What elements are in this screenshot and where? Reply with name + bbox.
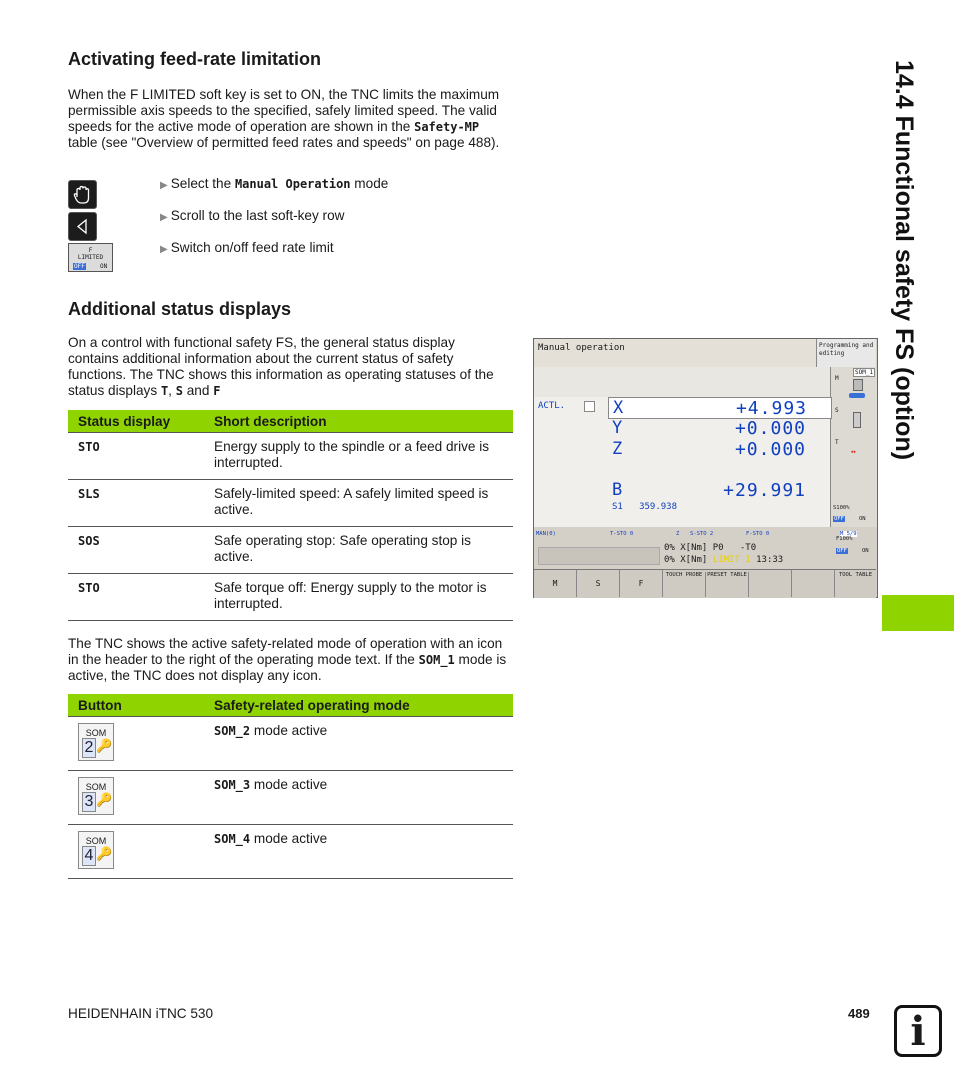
- left-triangle-icon: [69, 213, 96, 240]
- chapter-side-title: 14.4 Functional safety FS (option): [890, 60, 918, 461]
- heading-feed-rate-limitation: Activating feed-rate limitation: [68, 49, 322, 69]
- table-row: SOM 3 🔑 SOM_3 mode active: [68, 771, 513, 825]
- heading-additional-status: Additional status displays: [68, 299, 292, 319]
- table-row: SOS Safe operating stop: Safe operating stop is active.: [68, 527, 513, 574]
- col-status-display: Status display: [68, 410, 204, 433]
- screen-mode-title: Manual operation: [538, 343, 625, 353]
- softkey-empty[interactable]: [792, 570, 835, 597]
- axis-z-value: +0.000: [734, 439, 806, 460]
- col-operating-mode: Safety-related operating mode: [204, 694, 513, 717]
- tnc-screen: [533, 338, 878, 598]
- step-arrow-icon: ▶: [160, 212, 168, 223]
- softkey-touch-probe[interactable]: TOUCH PROBE: [663, 572, 706, 597]
- screen-side-column: SOM_1 M S T ↔ S100% OFF ON: [830, 367, 877, 527]
- off-badge: OFF: [74, 263, 85, 270]
- key-icon: 🔑: [96, 738, 113, 753]
- softkey-m[interactable]: M: [534, 570, 577, 597]
- table-row: STO Safe torque off: Energy supply to the motor is interrupted.: [68, 574, 513, 621]
- info-icon: i: [894, 1005, 942, 1057]
- position-display: ACTL. X +4.993 Y +0.000 Z +0.000 B +29.991 S1 359.938: [534, 397, 830, 527]
- axis-z-label: Z: [612, 439, 623, 459]
- softkey-preset-table[interactable]: PRESET TABLE: [706, 572, 749, 597]
- axis-x-value: +4.993: [735, 398, 807, 419]
- axis-y-label: Y: [612, 418, 623, 438]
- spindle-position: S1 359.938: [612, 502, 678, 512]
- som-paragraph: The TNC shows the active safety-related mode of operation with an icon in the header to the right of the operating mode text. If the SOM_1 mode is active, the TNC does not display any icon.: [68, 636, 507, 683]
- col-short-description: Short description: [204, 410, 513, 433]
- f-limited-softkey[interactable]: F LIMITED OFF ON: [68, 243, 113, 272]
- table-row: STO Energy supply to the spindle or a feed drive is interrupted.: [68, 433, 513, 480]
- som-3-icon: SOM 3 🔑: [78, 777, 114, 815]
- page-number: 489: [848, 1006, 870, 1021]
- screen-status-row: MAN(0) T-STO 0 Z S-STO 2 F-STO 0 M 5/9: [536, 531, 857, 537]
- softkey-empty[interactable]: [749, 570, 792, 597]
- col-button: Button: [68, 694, 204, 717]
- screen-programming-tab[interactable]: Programming and editing: [816, 339, 876, 367]
- softkey-f[interactable]: F: [620, 570, 663, 597]
- feed-rate-paragraph: When the F LIMITED soft key is set to ON, the TNC limits the maximum permissible axis speeds to the specified, safely limited speed. The valid speeds for the active mode of operation are shown in the Safety-MP table (see "Overview of permitted feed rates and speeds" on page 488).: [68, 87, 500, 150]
- screen-load-display: 0% X[Nm] P0 -T0 0% X[Nm] LIMIT 1 13:33: [534, 542, 830, 566]
- step-arrow-icon: ▶: [160, 244, 168, 255]
- step-arrow-icon: ▶: [160, 180, 168, 191]
- axis-x-label: X: [613, 398, 624, 418]
- axis-b-value: +29.991: [723, 480, 806, 501]
- table-row: SLS Safely-limited speed: A safely limited speed is active.: [68, 480, 513, 527]
- status-display-table: [68, 410, 513, 621]
- axis-y-value: +0.000: [734, 418, 806, 439]
- softkey-tool-table[interactable]: TOOL TABLE: [838, 572, 873, 578]
- screen-feed-override: F100% OFF ON: [836, 536, 869, 554]
- screen-softkey-bar: [534, 569, 876, 598]
- som-2-icon: SOM 2 🔑: [78, 723, 114, 761]
- key-icon: 🔑: [96, 792, 113, 807]
- key-icon: 🔑: [96, 846, 113, 861]
- footer-product: HEIDENHAIN iTNC 530: [68, 1006, 214, 1021]
- scroll-softkey-row-key[interactable]: [68, 212, 97, 241]
- softkey-s[interactable]: S: [577, 570, 620, 597]
- status-paragraph: On a control with functional safety FS, the general status display contains additional information about the current status of safety functions. The TNC shows this information as operating statuses of the status displays T, S and F: [68, 335, 494, 398]
- on-label: ON: [100, 263, 108, 270]
- table-row: SOM 2 🔑 SOM_2 mode active: [68, 717, 513, 771]
- som-4-icon: SOM 4 🔑: [78, 831, 114, 869]
- operating-mode-table: [68, 694, 513, 879]
- manual-operation-key[interactable]: [68, 180, 97, 209]
- step-select-manual: ▶ Select the Manual Operation mode: [160, 176, 389, 191]
- hand-icon: [69, 181, 96, 208]
- step-scroll-softkey: ▶ Scroll to the last soft-key row: [160, 208, 345, 223]
- chapter-tab: [882, 595, 954, 631]
- axis-b-label: B: [612, 480, 623, 500]
- table-row: SOM 4 🔑 SOM_4 mode active: [68, 825, 513, 879]
- step-switch-limit: ▶ Switch on/off feed rate limit: [160, 240, 334, 255]
- screen-som-badge: SOM_1: [855, 369, 874, 376]
